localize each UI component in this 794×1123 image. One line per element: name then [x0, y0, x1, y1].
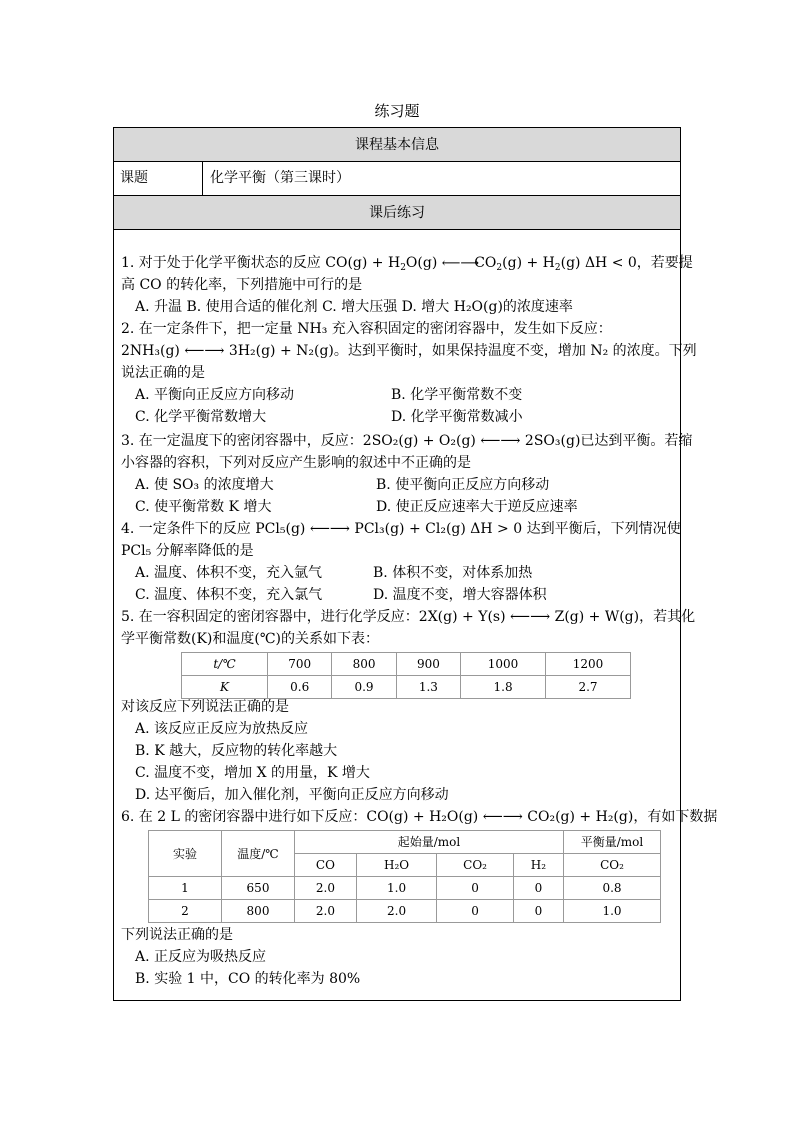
q5-option-d: D. 达平衡后，加入催化剂，平衡向正反应方向移动 — [135, 787, 449, 803]
q6-subheader: CO₂ — [437, 854, 514, 877]
q5-option-b: B. K 越大，反应物的转化率越大 — [135, 743, 338, 759]
q5-temp-cell: 700 — [268, 653, 332, 676]
table-cell: 650 — [222, 877, 295, 900]
q1-options: A. 升温 B. 使用合适的催化剂 C. 增大压强 D. 增大 H₂O(g)的浓度速率 — [135, 299, 573, 315]
q2-option-d: D. 化学平衡常数减小 — [391, 409, 523, 425]
q3-option-c: C. 使平衡常数 K 增大 — [135, 499, 272, 515]
q6-line1: 6. 在 2 L 的密闭容器中进行如下反应：CO(g) + H₂O(g) ⟵⟶ CO₂(g) + H₂(g)，有如下数据 — [121, 809, 718, 825]
q6-option-b: B. 实验 1 中，CO 的转化率为 80% — [135, 971, 361, 987]
q3-option-a: A. 使 SO₃ 的浓度增大 — [135, 477, 274, 493]
q5-table-wrap — [121, 650, 677, 696]
table-cell: 2.0 — [295, 877, 357, 900]
q4-option-b: B. 体积不变，对体系加热 — [373, 565, 533, 581]
q2-line3: 说法正确的是 — [121, 365, 205, 381]
table-cell: 2 — [149, 900, 222, 923]
table-cell: 2.0 — [356, 900, 436, 923]
q2-line1: 2. 在一定条件下，把一定量 NH₃ 充入容积固定的密闭容器中，发生如下反应： — [121, 321, 612, 337]
q5-k-cell: 1.8 — [461, 676, 546, 699]
q4-option-c: C. 温度、体积不变，充入氯气 — [135, 587, 323, 603]
q3-option-d: D. 使正反应速率大于逆反应速率 — [376, 499, 578, 515]
table-row — [149, 877, 661, 900]
q2-option-c: C. 化学平衡常数增大 — [135, 409, 267, 425]
q2-line2: 2NH₃(g) ⟵⟶ 3H₂(g) + N₂(g)。达到平衡时，如果保持温度不变，增加 N₂ 的浓度。下列 — [121, 343, 697, 359]
q5-temp-cell: 900 — [396, 653, 460, 676]
equilibrium-arrow-icon: ⟵⟶ — [441, 256, 480, 271]
q6-data-table — [148, 830, 661, 923]
q5-option-a: A. 该反应正反应为放热反应 — [135, 721, 309, 737]
q5-after: 对该反应下列说法正确的是 — [121, 699, 289, 715]
q5-k-cell: 0.6 — [268, 676, 332, 699]
q6-header-start: 起始量/mol — [295, 831, 564, 854]
table-cell: 0 — [513, 877, 563, 900]
q3-option-b: B. 使平衡向正反应方向移动 — [376, 477, 550, 493]
q4-option-d: D. 温度不变，增大容器体积 — [373, 587, 547, 603]
q5-k-cell: 0.9 — [332, 676, 396, 699]
q4-option-a: A. 温度、体积不变，充入氩气 — [135, 565, 323, 581]
section-header-exercises: 课后练习 — [114, 196, 680, 230]
table-cell: 1.0 — [564, 900, 661, 923]
table-cell: 1 — [149, 877, 222, 900]
table-cell: 0.8 — [564, 877, 661, 900]
q5-k-cell: 2.7 — [546, 676, 631, 699]
q6-subheader: CO — [295, 854, 357, 877]
q6-table-wrap — [121, 828, 677, 924]
q6-subheader: H₂O — [356, 854, 436, 877]
q6-header-eq: 平衡量/mol — [564, 831, 661, 854]
q6-subheader: H₂ — [513, 854, 563, 877]
topic-row — [114, 162, 680, 196]
table-cell: 800 — [222, 900, 295, 923]
q6-option-a: A. 正反应为吸热反应 — [135, 949, 267, 965]
q6-after: 下列说法正确的是 — [121, 927, 233, 943]
q2-option-a: A. 平衡向正反应方向移动 — [135, 387, 295, 403]
q5-line1: 5. 在一容积固定的密闭容器中，进行化学反应：2X(g) + Y(s) ⟵⟶ Z(g) + W(g)，若其化 — [121, 609, 696, 625]
table-cell: 2.0 — [295, 900, 357, 923]
q5-table-header-k: K — [220, 680, 229, 694]
q5-temp-cell: 1000 — [461, 653, 546, 676]
q6-subheader: CO₂ — [564, 854, 661, 877]
q4-line1: 4. 一定条件下的反应 PCl₅(g) ⟵⟶ PCl₃(g) + Cl₂(g) ΔH > 0 达到平衡后，下列情况使 — [121, 521, 681, 537]
exercise-content — [121, 252, 718, 990]
q5-k-table — [181, 652, 631, 699]
q4-line2: PCl₅ 分解率降低的是 — [121, 543, 254, 559]
table-cell: 0 — [437, 900, 514, 923]
table-row — [149, 900, 661, 923]
q5-option-c: C. 温度不变，增加 X 的用量，K 增大 — [135, 765, 370, 781]
worksheet-frame — [113, 127, 718, 1001]
q5-line2: 学平衡常数(K)和温度(℃)的关系如下表： — [121, 631, 379, 647]
q5-temp-cell: 800 — [332, 653, 396, 676]
table-cell: 0 — [437, 877, 514, 900]
q1-stem-line2: 高 CO 的转化率，下列措施中可行的是 — [121, 277, 363, 293]
q3-line1: 3. 在一定温度下的密闭容器中，反应：2SO₂(g) + O₂(g) ⟵⟶ 2SO₃(g)已达到平衡。若缩 — [121, 433, 693, 449]
q1-stem-line1: 1. 对于处于化学平衡状态的反应 $CO(g) + H_2O(g)$ ⟵⟶ $CO_2(g) + H_2(g) \Delta H < 0$，若要提 — [121, 255, 693, 273]
q6-header-temp: 温度/℃ — [222, 831, 295, 877]
q2-option-b: B. 化学平衡常数不变 — [391, 387, 523, 403]
table-cell: 0 — [513, 900, 563, 923]
q5-k-cell: 1.3 — [396, 676, 460, 699]
table-cell: 1.0 — [356, 877, 436, 900]
q6-header-exp: 实验 — [149, 831, 222, 877]
page-title: 练习题 — [374, 102, 420, 120]
q3-line2: 小容器的容积，下列对反应产生影响的叙述中不正确的是 — [121, 455, 471, 471]
section-header-basic-info: 课程基本信息 — [114, 128, 680, 162]
q5-table-header-t: t/℃ — [213, 657, 236, 671]
topic-value: 化学平衡（第三课时） — [210, 170, 350, 186]
topic-label: 课题 — [114, 162, 203, 195]
q5-temp-cell: 1200 — [546, 653, 631, 676]
